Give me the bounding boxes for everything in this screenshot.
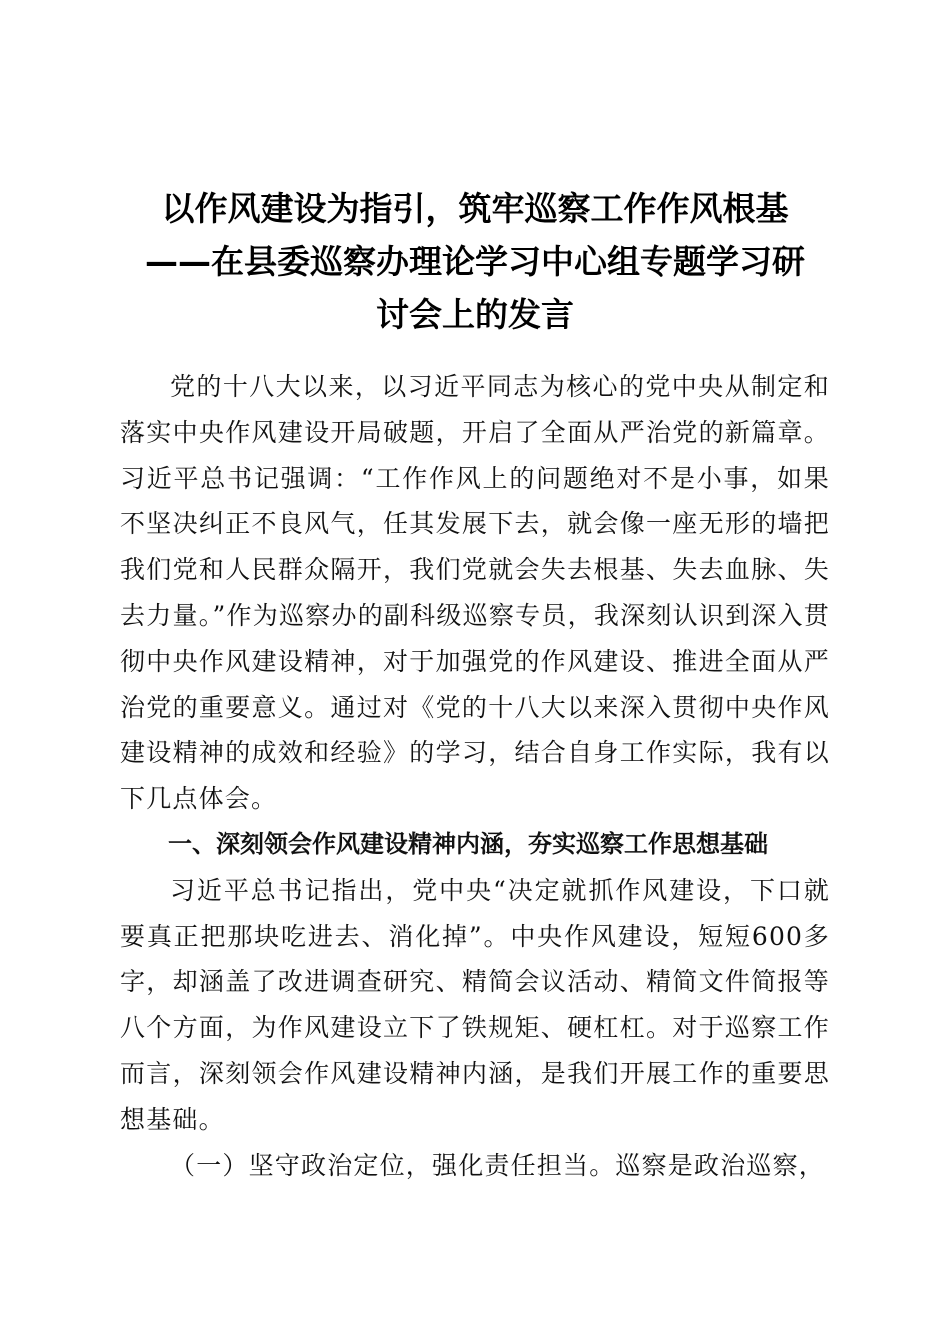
title-line-1: 以作风建设为指引，筑牢巡察工作作风根基	[161, 189, 789, 228]
subsection-paragraph	[120, 1143, 830, 1189]
document-body	[120, 364, 830, 1188]
document-title	[120, 182, 830, 341]
intro-paragraph: 党的十八大以来，以习近平同志为核心的党中央从制定和落实中央作风建设开局破题，开启了全面从严治党的新篇章。习近平总书记强调：“工作作风上的问题绝对不是小事，如果不坚决纠正不良风气，任其发展下去，就会像一座无形的墙把我们党和人民群众隔开，我们党就会失去根基、失去血脉、失去力量。”作为巡察办的副科级巡察专员，我深刻认识到深入贯彻中央作风建设精神，对于加强党的作风建设、推进全面从严治党的重要意义。通过对《党的十八大以来深入贯彻中央作风建设精神的成效和经验》的学习，结合自身工作实际，我有以下几点体会。	[120, 372, 830, 814]
title-line-2: ——在县委巡察办理论学习中心组专题学习研	[145, 242, 805, 281]
section-paragraph: 习近平总书记指出，党中央“决定就抓作风建设，下口就要真正把那块吃进去、消化掉”。中央作风建设，短短600多字，却涵盖了改进调查研究、精简会议活动、精简文件简报等八个方面，为作风建设立下了铁规矩、硬杠杠。对于巡察工作而言，深刻领会作风建设精神内涵，是我们开展工作的重要思想基础。	[120, 875, 830, 1134]
subsection-text: 巡察是政治巡察，	[615, 1150, 826, 1180]
section-heading: 一、深刻领会作风建设精神内涵，夯实巡察工作思想基础	[168, 829, 768, 858]
subsection-title: （一）坚守政治定位，强化责任担当。	[170, 1150, 616, 1180]
title-line-3: 讨会上的发言	[376, 295, 574, 334]
